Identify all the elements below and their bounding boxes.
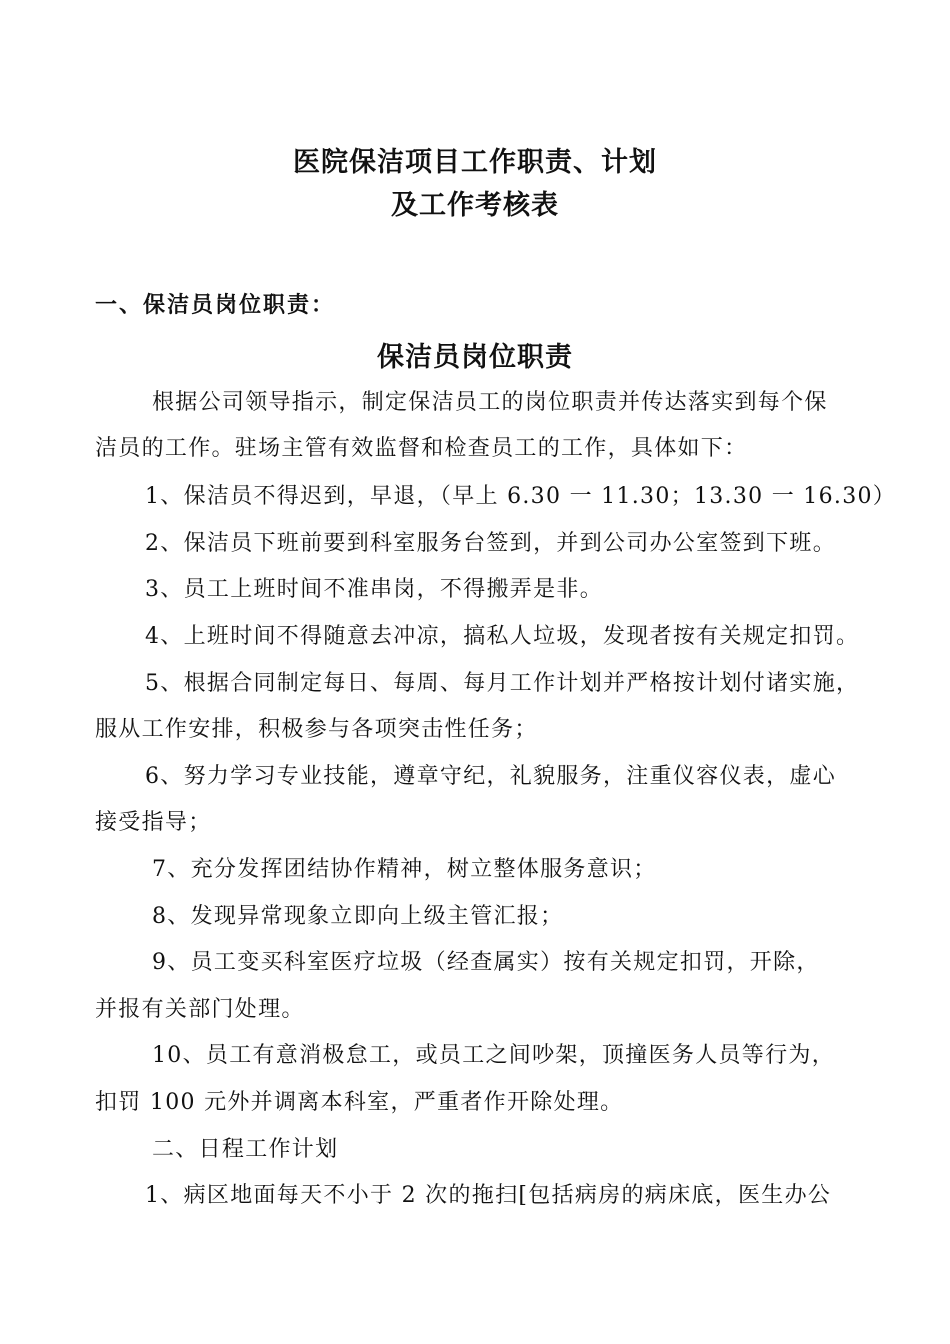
body-line: 服从工作安排，积极参与各项突击性任务； <box>95 717 538 742</box>
body-line: 3、员工上班时间不准串岗，不得搬弄是非。 <box>145 577 603 602</box>
body-line: 1、病区地面每天不小于 2 次的拖扫[包括病房的病床底，医生办公 <box>145 1183 832 1208</box>
section-heading-1: 一、保洁员岗位职责： <box>95 292 336 318</box>
body-line: 洁员的工作。驻场主管有效监督和检查员工的工作，具体如下： <box>95 436 748 461</box>
body-line: 8、发现异常现象立即向上级主管汇报； <box>152 904 564 929</box>
body-line: 二、日程工作计划 <box>152 1137 339 1162</box>
body-line: 接受指导； <box>95 810 212 835</box>
body-line: 1、保洁员不得迟到，早退，（早上 6.30 一 11.30；13.30 一 16.30） <box>145 484 897 509</box>
body-line: 10、员工有意消极怠工，或员工之间吵架，顶撞医务人员等行为， <box>152 1043 835 1068</box>
body-line: 5、根据合同制定每日、每周、每月工作计划并严格按计划付诸实施， <box>145 671 860 696</box>
body-line: 6、努力学习专业技能，遵章守纪，礼貌服务，注重仪容仪表，虚心 <box>145 764 836 789</box>
document-title-line-2: 及工作考核表 <box>391 190 559 221</box>
document-title-line-1: 医院保洁项目工作职责、计划 <box>293 147 657 178</box>
section-subtitle: 保洁员岗位职责 <box>377 342 573 373</box>
body-line: 2、保洁员下班前要到科室服务台签到，并到公司办公室签到下班。 <box>145 531 836 556</box>
body-line: 7、充分发挥团结协作精神，树立整体服务意识； <box>152 857 657 882</box>
body-line: 9、员工变买科室医疗垃圾（经查属实）按有关规定扣罚，开除， <box>152 950 820 975</box>
body-line: 并报有关部门处理。 <box>95 997 305 1022</box>
body-line: 4、上班时间不得随意去冲凉，搞私人垃圾，发现者按有关规定扣罚。 <box>145 624 860 649</box>
body-line: 根据公司领导指示，制定保洁员工的岗位职责并传达落实到每个保 <box>152 390 828 415</box>
body-line: 扣罚 100 元外并调离本科室，严重者作开除处理。 <box>95 1090 624 1115</box>
